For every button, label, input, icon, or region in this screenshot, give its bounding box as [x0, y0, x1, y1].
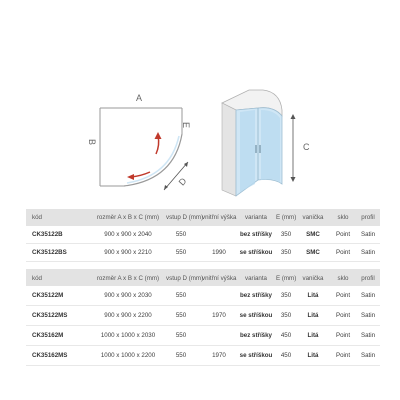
cell-sklo: Point [335, 312, 351, 319]
cell-vstup: 550 [175, 312, 187, 319]
cell-vanicka: Litá [307, 352, 319, 359]
cell-kod: CK35122M [32, 292, 64, 299]
cell-kod: CK35162M [32, 332, 64, 339]
plan-view [100, 108, 188, 190]
header-kod: kód [32, 275, 42, 282]
cell-varianta: se stříškou [239, 312, 273, 319]
header-varianta: varianta [244, 214, 267, 221]
header-rozmer: rozměr A x B x C (mm) [96, 275, 160, 282]
cell-vanicka: Litá [307, 332, 319, 339]
header-profil: profil [361, 214, 375, 221]
cell-kod: CK35122B [32, 231, 63, 238]
label-c: C [303, 142, 310, 152]
cell-varianta: se stříškou [239, 352, 273, 359]
cell-e: 450 [280, 332, 292, 339]
header-vnitrni: vnitřní výška [202, 214, 237, 221]
table-row [26, 306, 380, 326]
cell-profil: Satin [360, 332, 376, 339]
table-header [26, 269, 380, 286]
spec-table-lita [26, 269, 380, 366]
cell-vstup: 550 [175, 332, 187, 339]
table-row [26, 286, 380, 306]
cell-rozmer: 900 x 900 x 2200 [104, 312, 152, 319]
header-e: E (mm) [276, 275, 297, 282]
cell-vanicka: Litá [307, 312, 319, 319]
header-sklo: sklo [337, 214, 349, 221]
header-varianta: varianta [244, 275, 267, 282]
cell-profil: Satin [360, 249, 376, 256]
cabin-3d-view [222, 90, 296, 196]
header-profil: profil [361, 275, 375, 282]
header-vstup: vstup D (mm) [166, 275, 204, 282]
label-d: D [176, 175, 189, 188]
header-vstup: vstup D (mm) [166, 214, 204, 221]
cell-vstup: 550 [175, 249, 187, 256]
cell-vstup: 550 [175, 292, 187, 299]
cell-e: 350 [280, 231, 292, 238]
cell-profil: Satin [360, 231, 376, 238]
cell-sklo: Point [335, 249, 351, 256]
cell-sklo: Point [335, 292, 351, 299]
cell-rozmer: 900 x 900 x 2210 [104, 249, 152, 256]
cell-e: 350 [280, 249, 292, 256]
cell-vstup: 550 [175, 231, 187, 238]
cell-e: 350 [280, 292, 292, 299]
label-e: E [181, 122, 191, 129]
cell-varianta: bez stříšky [240, 292, 272, 299]
table-row [26, 244, 380, 262]
cell-e: 350 [280, 312, 292, 319]
header-kod: kód [32, 214, 42, 221]
cell-kod: CK35122BS [32, 249, 67, 256]
cell-e: 450 [280, 352, 292, 359]
cell-kod: CK35162MS [32, 352, 68, 359]
cell-sklo: Point [335, 352, 351, 359]
table-row [26, 346, 380, 366]
cell-vnitrni: 1990 [212, 249, 226, 256]
cell-vstup: 550 [175, 352, 187, 359]
cell-kod: CK35122MS [32, 312, 68, 319]
spec-table-smc [26, 209, 380, 262]
cell-sklo: Point [335, 332, 351, 339]
cell-vanicka: SMC [306, 231, 320, 238]
cell-profil: Satin [360, 312, 376, 319]
cell-rozmer: 1000 x 1000 x 2030 [100, 332, 156, 339]
cell-varianta: se stříškou [239, 249, 273, 256]
table-header [26, 209, 380, 226]
cell-varianta: bez stříšky [240, 332, 272, 339]
label-b: B [87, 139, 97, 146]
header-vanicka: vanička [302, 275, 324, 282]
header-e: E (mm) [276, 214, 297, 221]
table-row [26, 326, 380, 346]
table-row [26, 226, 380, 244]
cell-rozmer: 900 x 900 x 2030 [104, 292, 152, 299]
cell-vanicka: SMC [306, 249, 320, 256]
header-rozmer: rozměr A x B x C (mm) [96, 214, 160, 221]
cell-sklo: Point [335, 231, 351, 238]
cell-vnitrni: 1970 [212, 352, 226, 359]
cell-profil: Satin [360, 352, 376, 359]
cell-vnitrni: 1970 [212, 312, 226, 319]
cell-rozmer: 900 x 900 x 2040 [104, 231, 152, 238]
header-sklo: sklo [337, 275, 349, 282]
cell-profil: Satin [360, 292, 376, 299]
cell-rozmer: 1000 x 1000 x 2200 [100, 352, 156, 359]
cell-vanicka: Litá [307, 292, 319, 299]
label-a: A [136, 93, 143, 103]
header-vnitrni: vnitřní výška [202, 275, 237, 282]
cell-varianta: bez stříšky [240, 231, 272, 238]
header-vanicka: vanička [302, 214, 324, 221]
